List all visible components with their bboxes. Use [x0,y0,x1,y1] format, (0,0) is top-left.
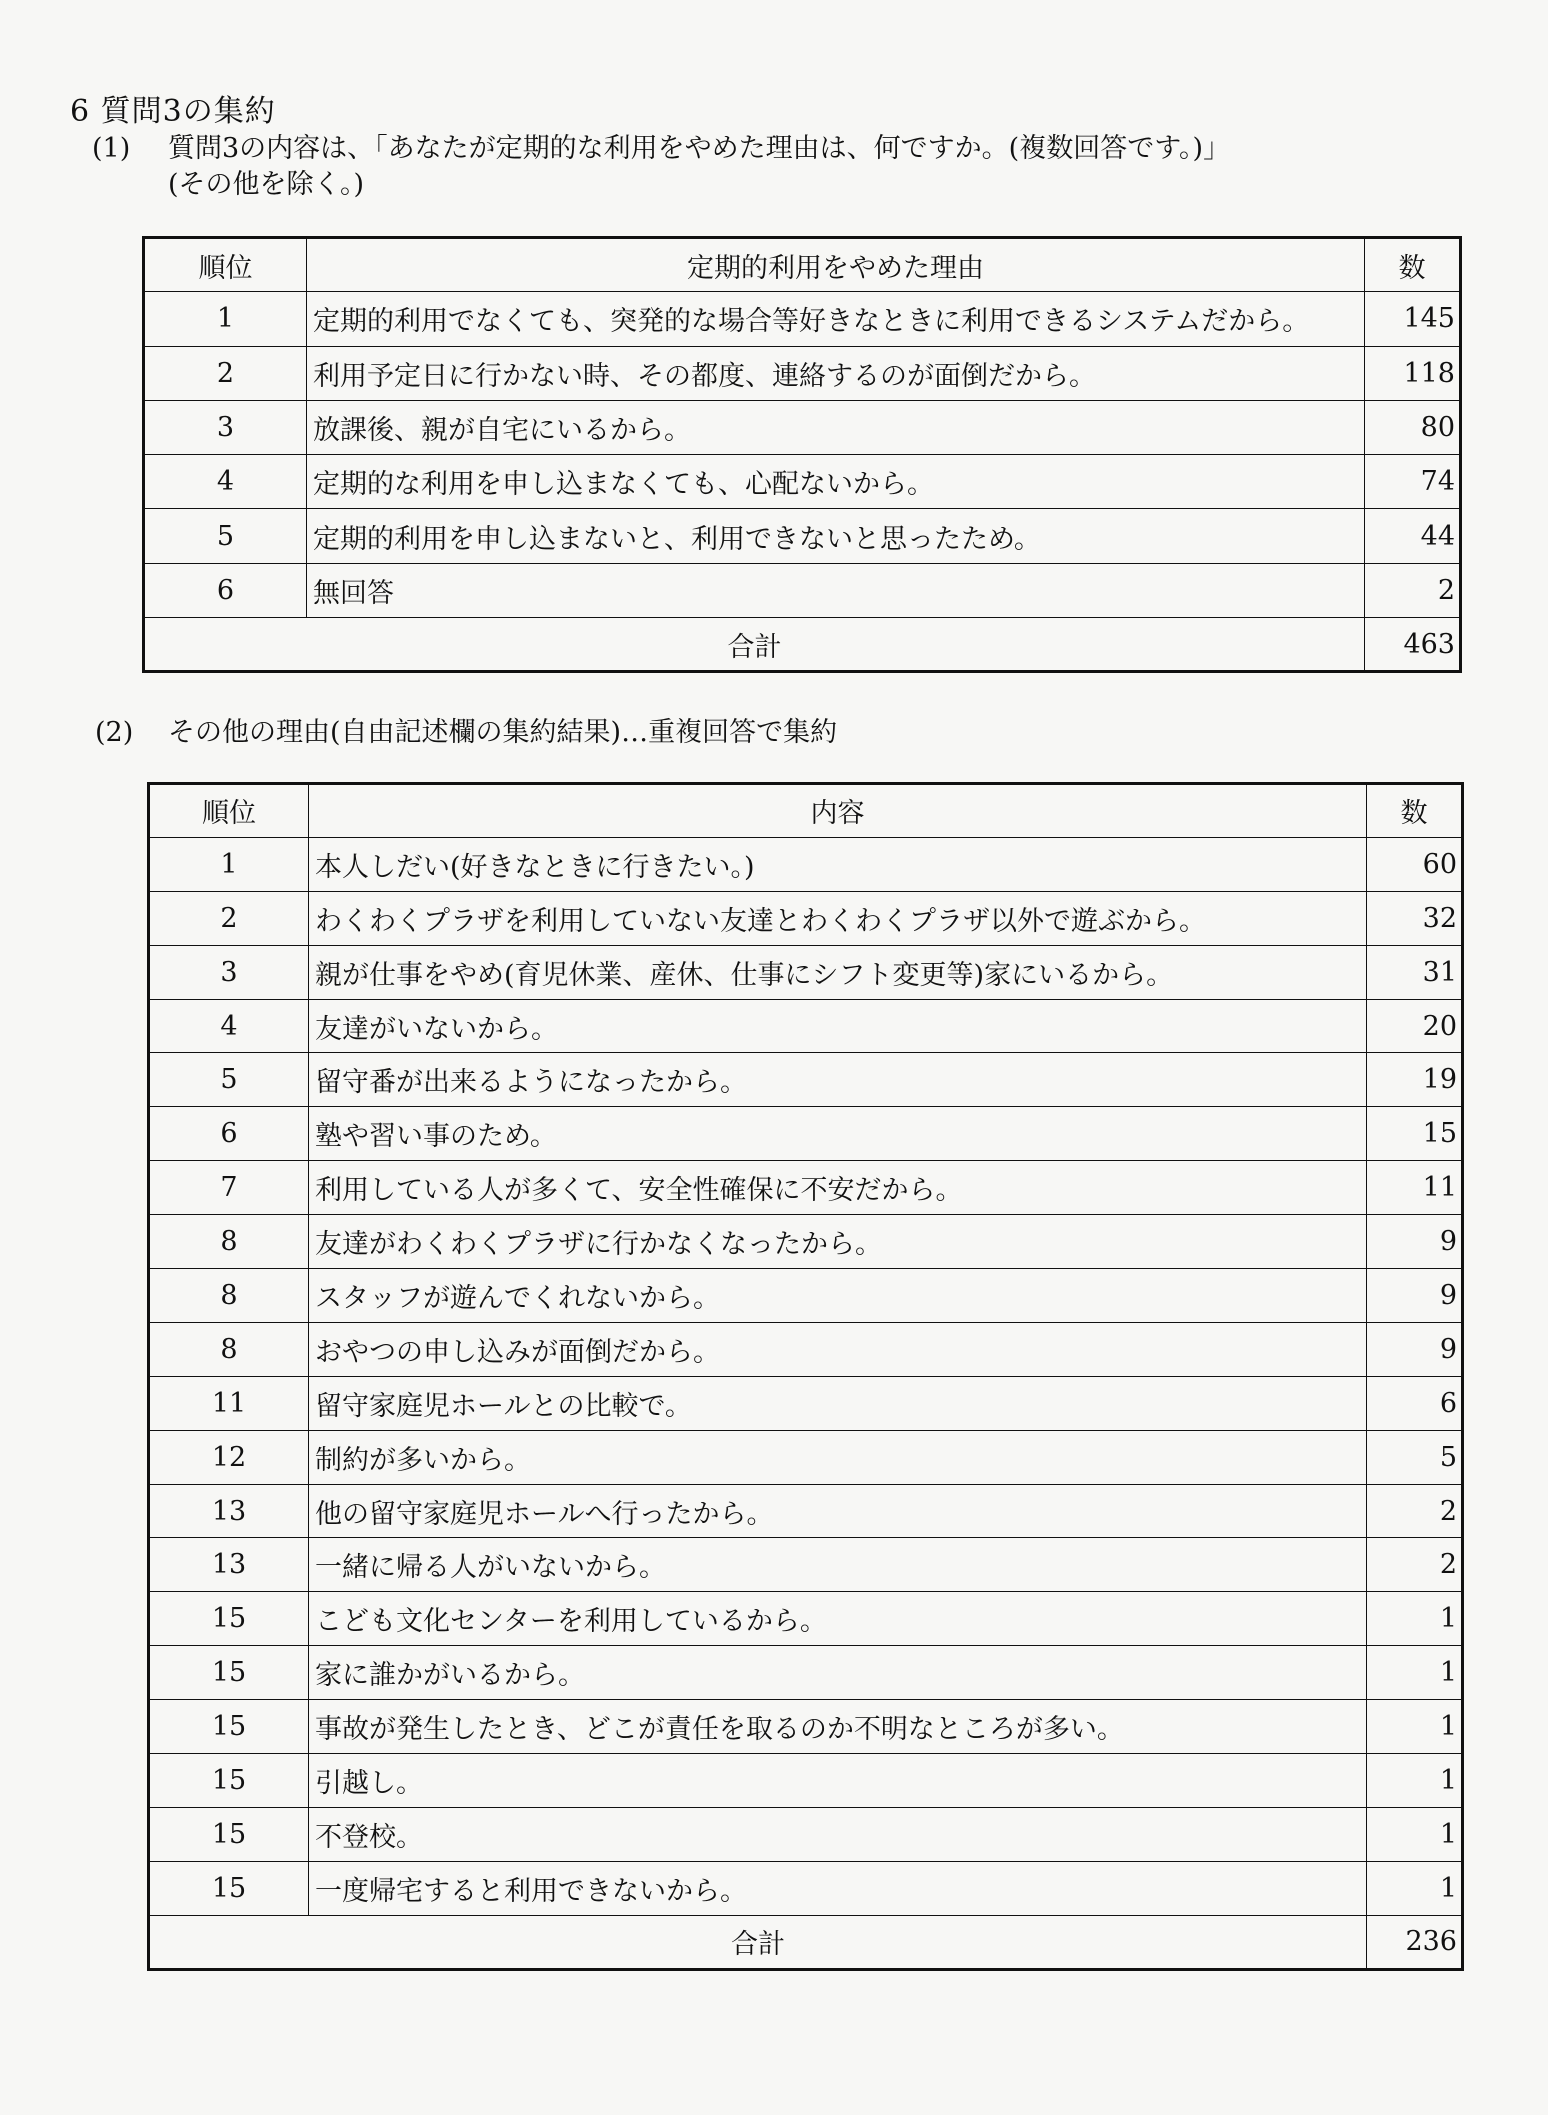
cell-count: 1 [1367,1646,1463,1700]
cell-reason: 親が仕事をやめ(育児休業、産休、仕事にシフト変更等)家にいるから。 [309,945,1367,999]
table-row [149,1592,1463,1646]
cell-count: 145 [1365,292,1461,346]
cell-reason: 留守番が出来るようになったから。 [309,1053,1367,1107]
header-count: 数 [1365,238,1461,292]
total-count: 463 [1365,618,1461,672]
cell-reason: 引越し。 [309,1754,1367,1808]
cell-count: 9 [1367,1269,1463,1323]
table-row [149,891,1463,945]
cell-count: 2 [1367,1538,1463,1592]
cell-reason: 無回答 [307,563,1365,617]
table-row [149,1538,1463,1592]
table-row [144,292,1461,346]
cell-rank: 15 [149,1646,309,1700]
cell-rank: 15 [149,1592,309,1646]
header-content: 内容 [309,784,1367,838]
cell-rank: 3 [149,945,309,999]
subsection-text: その他の理由(自由記述欄の集約結果)…重複回答で集約 [168,717,838,748]
cell-reason: スタッフが遊んでくれないから。 [309,1269,1367,1323]
cell-count: 5 [1367,1430,1463,1484]
cell-rank: 5 [149,1053,309,1107]
cell-reason: 友達がいないから。 [309,999,1367,1053]
cell-rank: 3 [144,400,307,454]
cell-count: 9 [1367,1322,1463,1376]
table-header-row [144,238,1461,292]
table-row [149,1646,1463,1700]
table-row [149,1053,1463,1107]
cell-count: 31 [1367,945,1463,999]
cell-count: 2 [1367,1484,1463,1538]
cell-rank: 4 [149,999,309,1053]
table-row [149,837,1463,891]
cell-count: 11 [1367,1161,1463,1215]
total-row [149,1915,1463,1969]
table-row [149,1754,1463,1808]
table-row [149,1215,1463,1269]
cell-reason: 留守家庭児ホールとの比較で。 [309,1376,1367,1430]
table-row [144,346,1461,400]
cell-count: 15 [1367,1107,1463,1161]
table-row [149,1269,1463,1323]
cell-rank: 15 [149,1700,309,1754]
cell-count: 1 [1367,1592,1463,1646]
header-rank: 順位 [149,784,309,838]
table-row [149,1107,1463,1161]
cell-reason: 利用している人が多くて、安全性確保に不安だから。 [309,1161,1367,1215]
reasons-table [142,236,1462,673]
cell-reason: 塾や習い事のため。 [309,1107,1367,1161]
total-row [144,618,1461,672]
cell-reason: 放課後、親が自宅にいるから。 [307,400,1365,454]
cell-rank: 1 [144,292,307,346]
cell-count: 2 [1365,563,1461,617]
cell-rank: 2 [149,891,309,945]
cell-rank: 5 [144,509,307,563]
cell-rank: 8 [149,1269,309,1323]
table-row [144,509,1461,563]
table-row [144,563,1461,617]
cell-reason: 利用予定日に行かない時、その都度、連絡するのが面倒だから。 [307,346,1365,400]
cell-rank: 8 [149,1322,309,1376]
table-row [149,999,1463,1053]
table-header-row [149,784,1463,838]
cell-count: 1 [1367,1700,1463,1754]
cell-rank: 15 [149,1754,309,1808]
cell-rank: 6 [144,563,307,617]
total-count: 236 [1367,1915,1463,1969]
cell-rank: 4 [144,455,307,509]
other-reasons-table-body [149,837,1463,1915]
cell-count: 1 [1367,1861,1463,1915]
cell-rank: 1 [149,837,309,891]
table-row [144,400,1461,454]
cell-reason: 定期的利用を申し込まないと、利用できないと思ったため。 [307,509,1365,563]
cell-count: 1 [1367,1807,1463,1861]
cell-rank: 15 [149,1861,309,1915]
question-number: (1) [92,133,131,164]
table-row [149,945,1463,999]
cell-reason: 本人しだい(好きなときに行きたい。) [309,837,1367,891]
cell-count: 9 [1367,1215,1463,1269]
cell-rank: 13 [149,1484,309,1538]
table-row [149,1861,1463,1915]
cell-reason: 事故が発生したとき、どこが責任を取るのか不明なところが多い。 [309,1700,1367,1754]
cell-reason: 制約が多いから。 [309,1430,1367,1484]
subsection-number: (2) [95,717,134,748]
total-label: 合計 [149,1915,1367,1969]
table-row [149,1322,1463,1376]
question-text: 質問3の内容は、「あなたが定期的な利用をやめた理由は、何ですか。(複数回答です。)」 [168,133,1231,164]
cell-rank: 6 [149,1107,309,1161]
cell-reason: 一度帰宅すると利用できないから。 [309,1861,1367,1915]
cell-rank: 13 [149,1538,309,1592]
table-row [149,1376,1463,1430]
header-reason: 定期的利用をやめた理由 [307,238,1365,292]
cell-count: 1 [1367,1754,1463,1808]
table-row [149,1484,1463,1538]
cell-count: 60 [1367,837,1463,891]
cell-count: 80 [1365,400,1461,454]
cell-count: 6 [1367,1376,1463,1430]
header-count: 数 [1367,784,1463,838]
cell-rank: 15 [149,1807,309,1861]
cell-rank: 11 [149,1376,309,1430]
cell-reason: 一緒に帰る人がいないから。 [309,1538,1367,1592]
question-note: (その他を除く。) [168,169,365,200]
table-row [149,1161,1463,1215]
cell-reason: 定期的な利用を申し込まなくても、心配ないから。 [307,455,1365,509]
cell-reason: わくわくプラザを利用していない友達とわくわくプラザ以外で遊ぶから。 [309,891,1367,945]
cell-reason: おやつの申し込みが面倒だから。 [309,1322,1367,1376]
cell-reason: こども文化センターを利用しているから。 [309,1592,1367,1646]
question-line [92,126,1230,165]
total-label: 合計 [144,618,1365,672]
cell-count: 32 [1367,891,1463,945]
table-row [144,455,1461,509]
section-heading: 6 質問3の集約 [70,94,276,129]
cell-count: 44 [1365,509,1461,563]
cell-reason: 不登校。 [309,1807,1367,1861]
other-reasons-table [147,782,1464,1971]
table-row [149,1430,1463,1484]
cell-count: 19 [1367,1053,1463,1107]
cell-count: 20 [1367,999,1463,1053]
reasons-table-body [144,292,1461,618]
table-row [149,1807,1463,1861]
cell-count: 74 [1365,455,1461,509]
cell-rank: 8 [149,1215,309,1269]
table-row [149,1700,1463,1754]
cell-reason: 他の留守家庭児ホールへ行ったから。 [309,1484,1367,1538]
cell-rank: 2 [144,346,307,400]
cell-reason: 友達がわくわくプラザに行かなくなったから。 [309,1215,1367,1269]
cell-reason: 定期的利用でなくても、突発的な場合等好きなときに利用できるシステムだから。 [307,292,1365,346]
cell-reason: 家に誰かがいるから。 [309,1646,1367,1700]
cell-rank: 12 [149,1430,309,1484]
header-rank: 順位 [144,238,307,292]
cell-rank: 7 [149,1161,309,1215]
cell-count: 118 [1365,346,1461,400]
subsection-heading [95,710,837,749]
